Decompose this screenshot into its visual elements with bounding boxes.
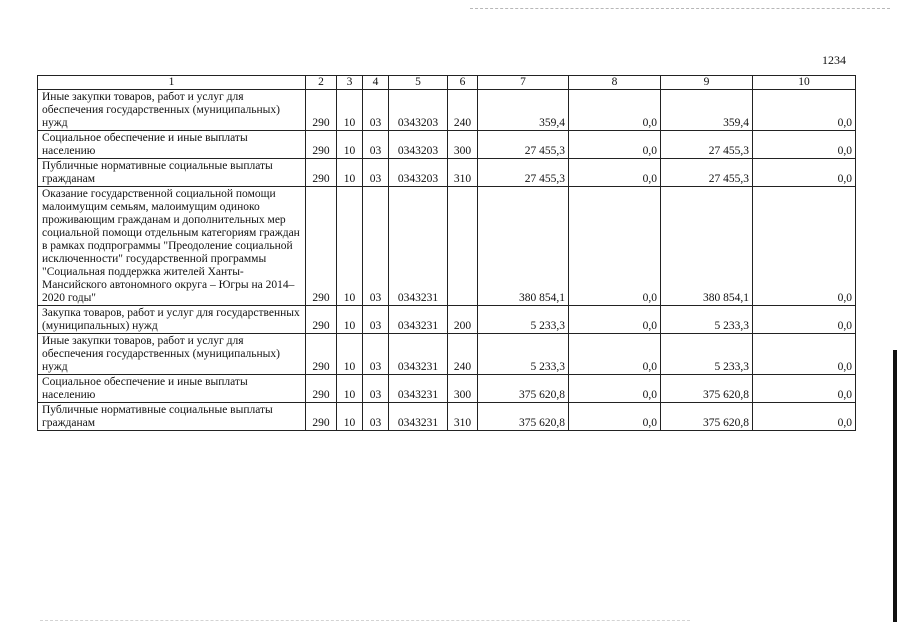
row-col7: 27 455,3 (478, 159, 569, 187)
row-col2: 290 (306, 131, 337, 159)
row-col7: 27 455,3 (478, 131, 569, 159)
row-col3: 10 (337, 306, 363, 334)
scan-artifact-bottom (40, 620, 690, 621)
table-row (38, 375, 856, 403)
header-cell: 8 (569, 76, 661, 90)
row-col5: 0343231 (389, 375, 448, 403)
row-col8: 0,0 (569, 403, 661, 431)
row-col2: 290 (306, 159, 337, 187)
header-cell: 9 (661, 76, 753, 90)
header-cell: 2 (306, 76, 337, 90)
row-col7: 375 620,8 (478, 403, 569, 431)
table-row (38, 306, 856, 334)
row-col9: 359,4 (661, 90, 753, 131)
row-col10: 0,0 (753, 375, 856, 403)
row-name: Публичные нормативные социальные выплаты гражданам (38, 403, 306, 431)
row-col7: 5 233,3 (478, 334, 569, 375)
row-col9: 5 233,3 (661, 306, 753, 334)
header-cell: 4 (363, 76, 389, 90)
row-col9: 5 233,3 (661, 334, 753, 375)
row-col8: 0,0 (569, 90, 661, 131)
row-col9: 27 455,3 (661, 159, 753, 187)
row-col6: 240 (448, 334, 478, 375)
row-col5: 0343231 (389, 187, 448, 306)
row-col5: 0343231 (389, 334, 448, 375)
row-col3: 10 (337, 187, 363, 306)
row-col6: 310 (448, 159, 478, 187)
header-cell: 10 (753, 76, 856, 90)
row-col10: 0,0 (753, 90, 856, 131)
row-col7: 375 620,8 (478, 375, 569, 403)
row-col4: 03 (363, 334, 389, 375)
row-col8: 0,0 (569, 159, 661, 187)
row-col7: 380 854,1 (478, 187, 569, 306)
row-col2: 290 (306, 90, 337, 131)
row-col2: 290 (306, 403, 337, 431)
row-name: Закупка товаров, работ и услуг для государственных (муниципальных) нужд (38, 306, 306, 334)
row-name: Оказание государственной социальной помощи малоимущим семьям, малоимущим одиноко проживающим гражданам и дополнительных мер социальной помощи отдельным категориям граждан в рамках подпрограммы "Преодоление социальной исключенности" государственной программы "Социальная поддержка жителей Ханты-Мансийского автономного округа – Югры на 2014–2020 годы" (38, 187, 306, 306)
header-cell: 1 (38, 76, 306, 90)
row-col4: 03 (363, 403, 389, 431)
row-col4: 03 (363, 90, 389, 131)
row-col2: 290 (306, 187, 337, 306)
table-row (38, 187, 856, 306)
table-header-row (38, 76, 856, 90)
row-col3: 10 (337, 334, 363, 375)
row-col8: 0,0 (569, 187, 661, 306)
row-col3: 10 (337, 159, 363, 187)
row-col4: 03 (363, 375, 389, 403)
row-col5: 0343231 (389, 306, 448, 334)
row-col9: 380 854,1 (661, 187, 753, 306)
row-col7: 5 233,3 (478, 306, 569, 334)
row-col3: 10 (337, 90, 363, 131)
row-col6: 300 (448, 375, 478, 403)
header-cell: 3 (337, 76, 363, 90)
row-col4: 03 (363, 306, 389, 334)
row-col10: 0,0 (753, 159, 856, 187)
row-col6: 200 (448, 306, 478, 334)
row-col4: 03 (363, 159, 389, 187)
row-col9: 375 620,8 (661, 403, 753, 431)
row-col4: 03 (363, 131, 389, 159)
header-cell: 7 (478, 76, 569, 90)
scan-edge-bar (893, 350, 897, 622)
table-row (38, 403, 856, 431)
row-col2: 290 (306, 334, 337, 375)
row-col7: 359,4 (478, 90, 569, 131)
row-col8: 0,0 (569, 306, 661, 334)
budget-table (37, 75, 856, 431)
row-col8: 0,0 (569, 375, 661, 403)
row-col6: 310 (448, 403, 478, 431)
row-col10: 0,0 (753, 187, 856, 306)
row-col6: 240 (448, 90, 478, 131)
row-name: Иные закупки товаров, работ и услуг для обеспечения государственных (муниципальных) нужд (38, 334, 306, 375)
scan-artifact-top (470, 8, 890, 9)
row-col5: 0343231 (389, 403, 448, 431)
row-name: Иные закупки товаров, работ и услуг для обеспечения государственных (муниципальных) нужд (38, 90, 306, 131)
row-name: Социальное обеспечение и иные выплаты населению (38, 131, 306, 159)
row-col9: 375 620,8 (661, 375, 753, 403)
row-col8: 0,0 (569, 334, 661, 375)
row-col10: 0,0 (753, 334, 856, 375)
row-col5: 0343203 (389, 90, 448, 131)
row-col3: 10 (337, 403, 363, 431)
header-cell: 6 (448, 76, 478, 90)
table-row (38, 131, 856, 159)
table-row (38, 90, 856, 131)
row-col6 (448, 187, 478, 306)
table-row (38, 159, 856, 187)
row-col10: 0,0 (753, 306, 856, 334)
row-col8: 0,0 (569, 131, 661, 159)
row-col2: 290 (306, 306, 337, 334)
row-col10: 0,0 (753, 131, 856, 159)
row-col3: 10 (337, 375, 363, 403)
row-col3: 10 (337, 131, 363, 159)
table-row (38, 334, 856, 375)
row-col4: 03 (363, 187, 389, 306)
row-name: Публичные нормативные социальные выплаты гражданам (38, 159, 306, 187)
row-col5: 0343203 (389, 131, 448, 159)
row-col5: 0343203 (389, 159, 448, 187)
header-cell: 5 (389, 76, 448, 90)
row-col10: 0,0 (753, 403, 856, 431)
row-col6: 300 (448, 131, 478, 159)
row-name: Социальное обеспечение и иные выплаты населению (38, 375, 306, 403)
page-number: 1234 (822, 53, 846, 67)
row-col2: 290 (306, 375, 337, 403)
row-col9: 27 455,3 (661, 131, 753, 159)
